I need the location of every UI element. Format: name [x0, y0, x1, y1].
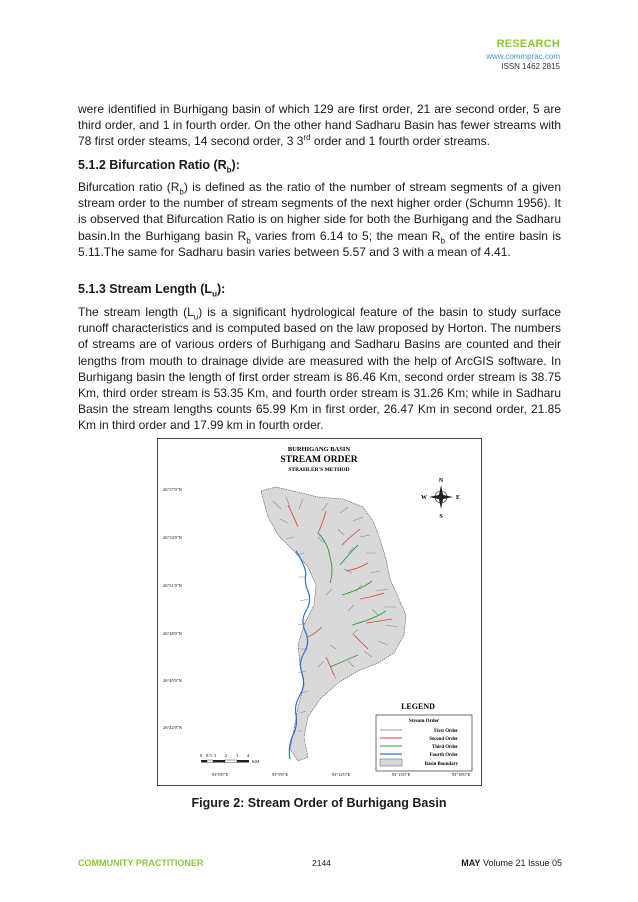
compass-w: W — [421, 495, 427, 501]
scale-number: 3 — [236, 753, 239, 758]
scale-number: 1 — [214, 753, 217, 758]
longitude-axis — [212, 772, 471, 777]
scale-number: 0.5 — [206, 753, 212, 758]
heading-bifurcation-ratio: 5.1.2 Bifurcation Ratio $(R_b)$: — [78, 158, 240, 175]
scale-number: 4 — [247, 753, 250, 758]
lon-label: 93°9'0"E — [271, 772, 289, 777]
map-method: STRAHLER'S METHOD — [288, 467, 350, 473]
legend-first-order: First Order — [434, 729, 458, 734]
paragraph-bifurcation-ratio: Bifurcation ratio $(R_b)$ is defined as the ratio of the number of stream segments of a given stream order to the number of stream segments of the next higher order (Schumn 1956). It is observed that Bifurcation Ratio is on higher side for both the Burhigang and the Sadharu basin.In the Burhigang basin $R_b$ varies from 6.14 to 5; the mean $R_b$ of the entire basin is 5.11.The same for Sadharu basin varies between 5.57 and 3 with a mean of 4.41. — [78, 180, 562, 259]
lat-label: 26°57'0"N — [163, 487, 182, 492]
legend-fourth-order: Fourth Order — [429, 753, 458, 758]
lat-label: 26°45'0"N — [163, 678, 182, 683]
lat-label: 26°51'0"N — [163, 583, 182, 588]
map-basin-name: BURHIGANG BASIN — [287, 446, 351, 453]
heading-stream-length: 5.1.3 Stream Length $(L_u)$: — [78, 282, 226, 299]
scale-number: 0 — [200, 753, 203, 758]
lat-label: 26°54'0"N — [163, 535, 182, 540]
north-arrow-icon — [421, 478, 460, 520]
paragraph-stream-counts: were identified in Burhigang basin of which 129 are first order, 21 are second order, 5 are third order, and 1 in fourth order. On the other hand Sadharu Basin has fewer streams with 78 first order steams, 14 second order, 3 3rd order and 1 fourth order streams. — [78, 102, 561, 149]
figure-caption: Figure 2: Stream Order of Burhigang Basin — [191, 796, 447, 810]
legend-basin-boundary: Basin Boundary — [424, 762, 458, 767]
legend-basin-swatch — [380, 759, 402, 766]
legend-third-order: Third Order — [432, 745, 458, 750]
legend-subtitle: Stream Order — [408, 719, 440, 724]
header-issn: ISSN 1462 2815 — [501, 62, 560, 71]
footer-issue: MAY Volume 21 Issue 05 — [461, 858, 562, 868]
map-legend — [376, 702, 472, 771]
lat-label: 26°42'0"N — [163, 725, 182, 730]
stream-order-map-figure — [157, 438, 482, 786]
map-title: STREAM ORDER — [280, 455, 358, 465]
lon-label: 93°15'0"E — [391, 772, 411, 777]
compass-e: E — [455, 495, 461, 501]
compass-s: S — [439, 514, 443, 520]
paragraph-stream-length: The stream length $(L_u)$ is a significant hydrological feature of the basin to study surface runoff characteristics and is computed based on the law proposed by Horton. The numbers of streams are of various orders of Burhigang and Sadharu Basins are counted and their lengths from mouth to drainage divide are measured with the help of ArcGIS software. In Burhigang basin the length of first order stream is 86.46 Km, second order stream is 38.75 Km, third order stream is 53.35 Km, and fourth order stream is 31.26 Km; while in Sadharu Basin the stream lengths counts 65.99 Km in first order, 26.47 Km in second order, 21.85 Km in third order and 17.99 km in fourth order. — [78, 305, 562, 433]
footer-journal: COMMUNITY PRACTITIONER — [78, 858, 204, 868]
compass-n: N — [438, 478, 444, 484]
stream-order-map — [158, 439, 481, 785]
header-research-label: RESEARCH — [496, 38, 560, 50]
journal-header — [486, 38, 560, 71]
lon-label: 93°18'0"E — [451, 772, 471, 777]
latitude-axis — [163, 487, 183, 730]
header-url-link[interactable]: www.commprac.com — [486, 52, 560, 61]
lat-label: 26°48'0"N — [163, 631, 182, 636]
scale-number: 2 — [225, 753, 228, 758]
scale-unit: KM — [252, 759, 260, 764]
legend-title: LEGEND — [401, 702, 435, 711]
lon-label: 93°12'0"E — [331, 772, 351, 777]
lon-label: 93°6'0"E — [211, 772, 229, 777]
scale-bar — [200, 753, 259, 764]
footer-page-number: 2144 — [312, 858, 331, 868]
legend-second-order: Second Order — [429, 737, 458, 742]
